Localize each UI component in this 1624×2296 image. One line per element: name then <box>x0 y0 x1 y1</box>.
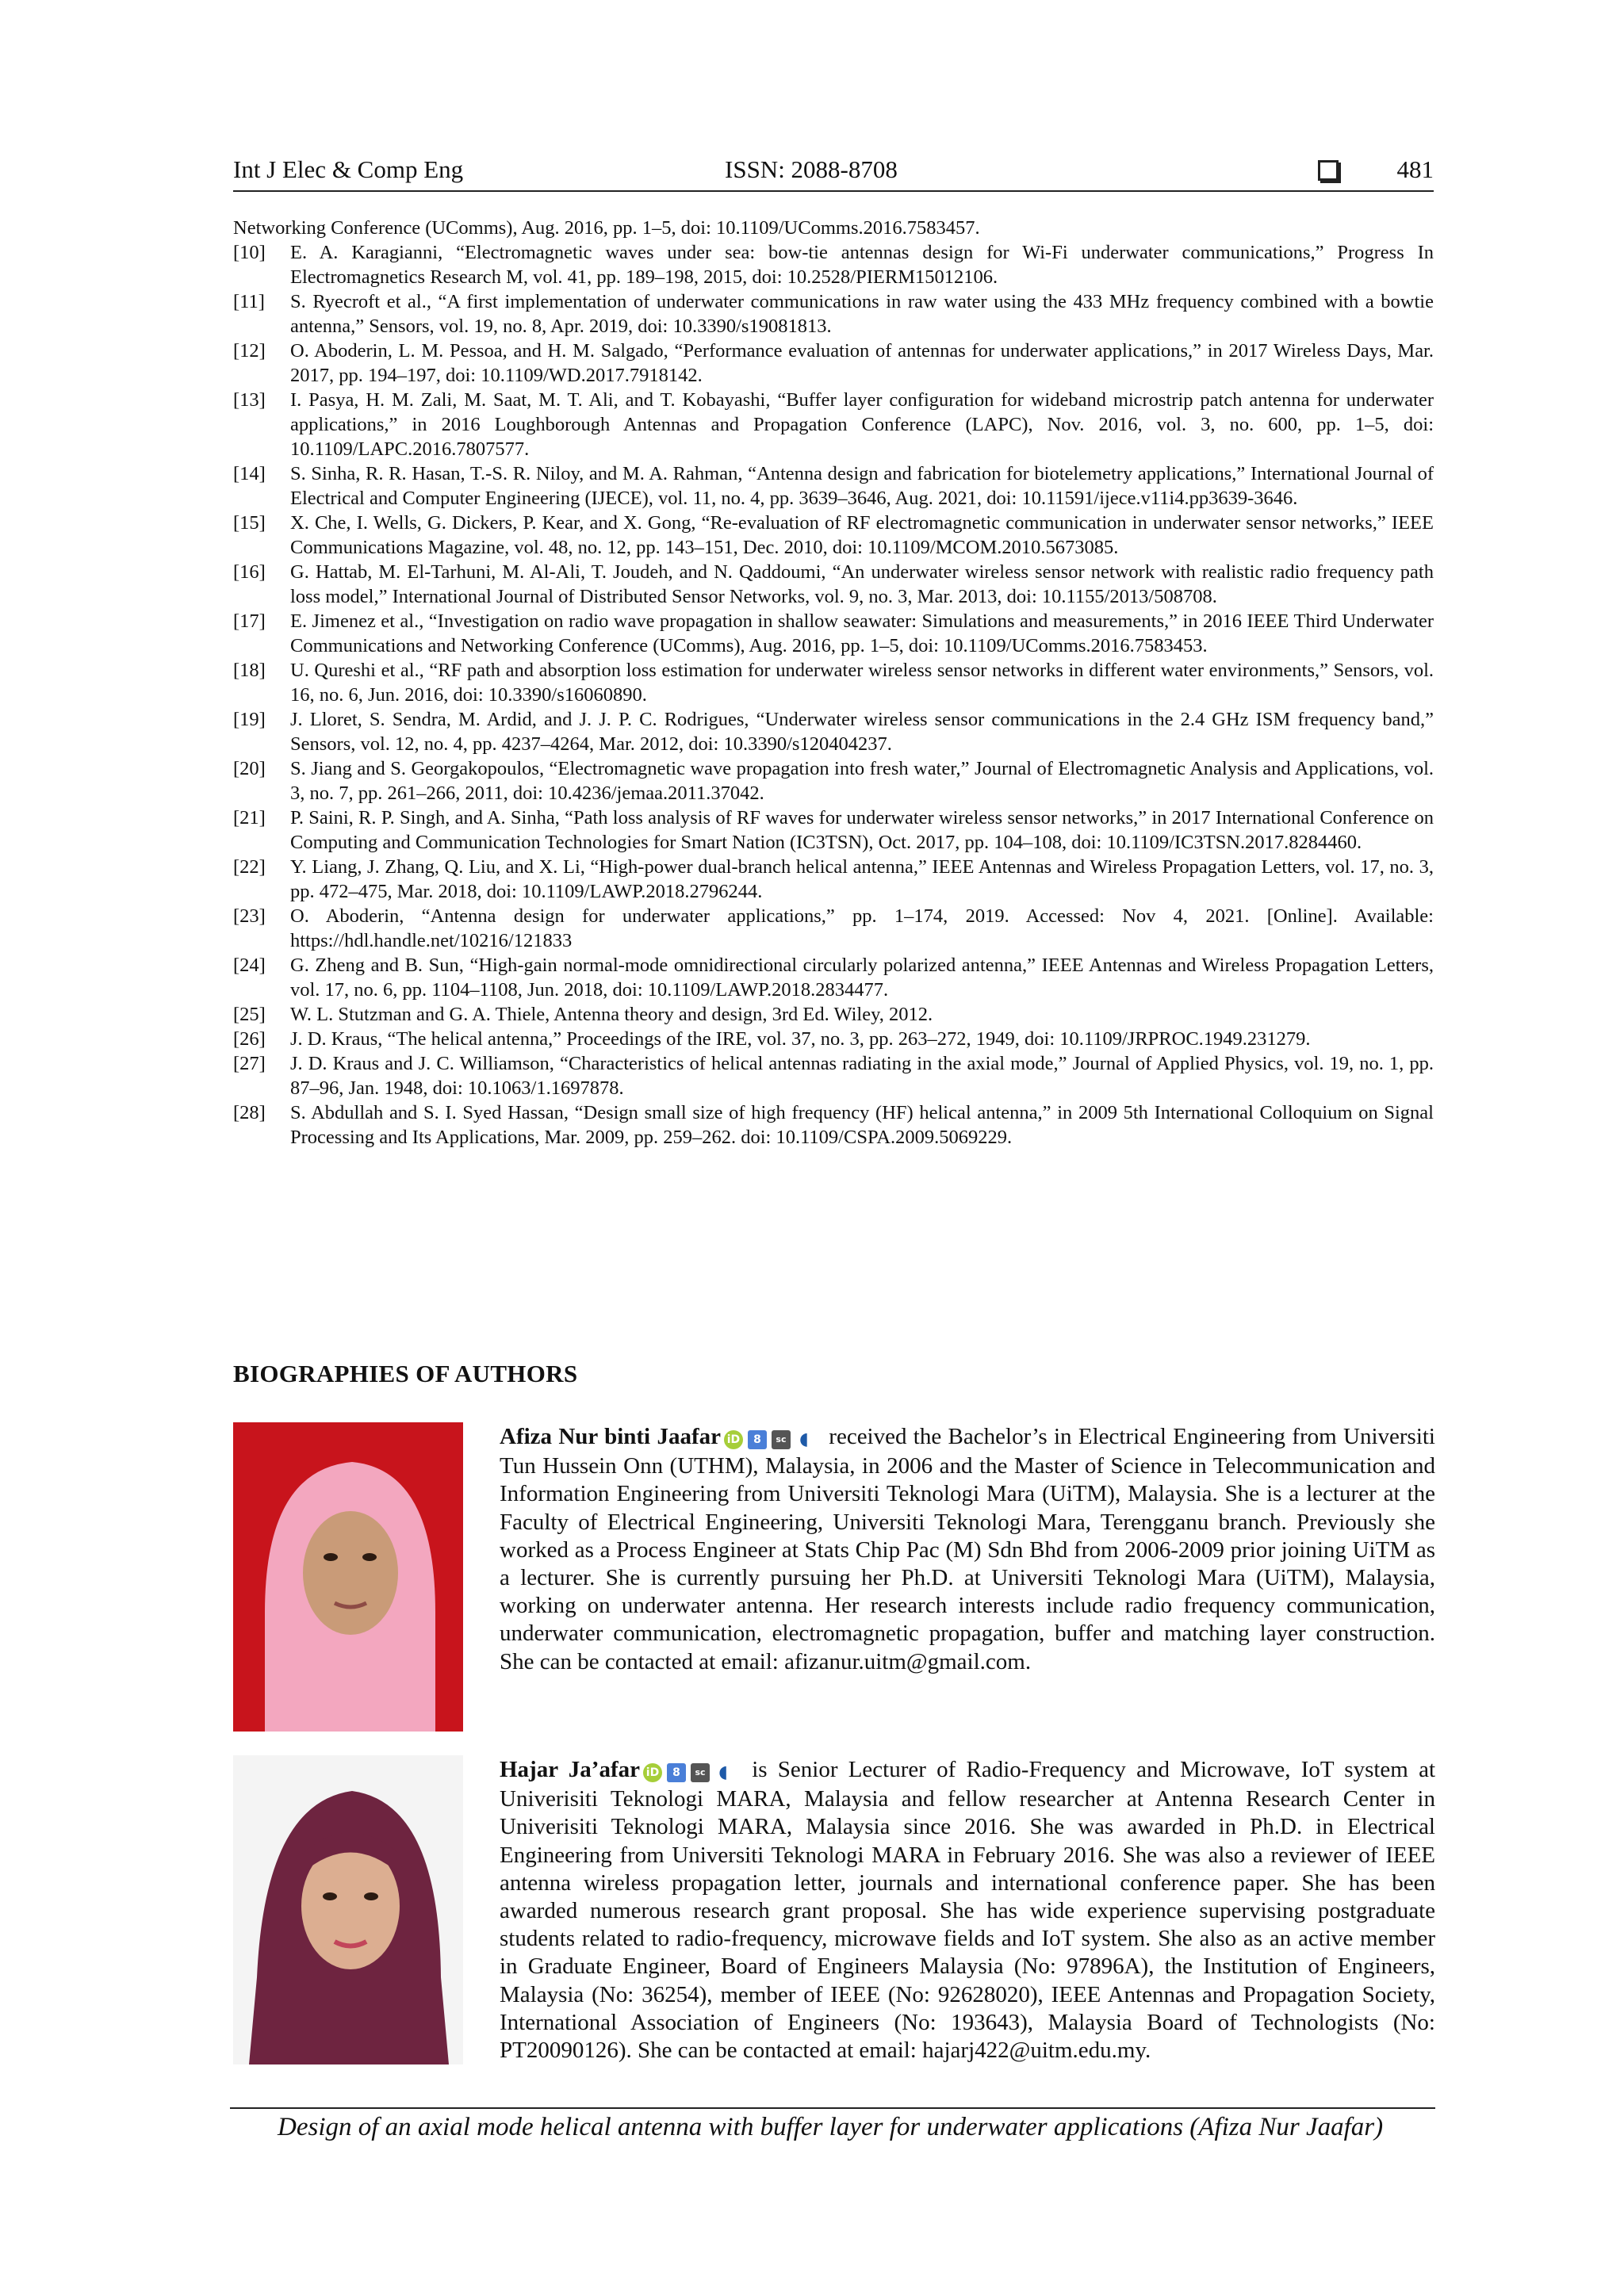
publons-icon[interactable]: ◖ <box>799 1429 809 1450</box>
page-number: 481 <box>1396 155 1434 183</box>
issn: ISSN: 2088-8708 <box>725 155 898 183</box>
author-photo <box>233 1755 463 2064</box>
reference-item: [16] G. Hattab, M. El-Tarhuni, M. Al-Ali, T. Joudeh, and N. Qaddoumi, “An underwater wireless sensor network with realistic radio frequency path loss model,” International Journal of Distributed Sensor Networks, vol. 9, no. 3, Mar. 2013, doi: 10.1155/2013/508708. <box>233 561 1434 607</box>
reference-item: [28] S. Abdullah and S. I. Syed Hassan, “Design small size of high frequency (HF) helical antenna,” in 2009 5th International Colloquium on Signal Processing and Its Applications, Mar. 2009, pp. 259–262. doi: 10.1109/CSPA.2009.5069229. <box>233 1102 1434 1148</box>
reference-item: [21] P. Saini, R. P. Singh, and A. Sinha, “Path loss analysis of RF waves for underwater wireless sensor networks,” in 2017 International Conference on Computing and Communication Technologies for Smart Nation (IC3TSN), Oct. 2017, pp. 104–108, doi: 10.1109/IC3TSN.2017.8284460. <box>233 807 1434 853</box>
reference-item: [22] Y. Liang, J. Zhang, Q. Liu, and X. Li, “High-power dual-branch helical antenna,” IEEE Antennas and Wireless Propagation Letters, vol. 17, no. 3, pp. 472–475, Mar. 2018, doi: 10.1109/LAWP.2018.2796244. <box>233 856 1434 902</box>
reference-item: [17] E. Jimenez et al., “Investigation on radio wave propagation in shallow seawater: Simulations and measurements,” in 2016 IEEE Third Underwater Communications and Networking Conference (UComms), Aug. 2016, pp. 1–5, doi: 10.1109/UComms.2016.7583453. <box>233 610 1434 656</box>
author-name: Hajar Ja’afar <box>500 1757 640 1782</box>
author-biography <box>500 1756 1435 2064</box>
checkbox-square-icon <box>1318 160 1339 181</box>
author-bio-text: is Senior Lecturer of Radio-Frequency and Microwave, IoT system at Univerisiti Teknologi MARA, Malaysia and fellow researcher at Antenna Research Center in Univerisiti Teknologi MARA, Malaysia since 2016. She was awarded in Ph.D. in Electrical Engineering from Universiti Teknologi MARA in February 2016. She was also a reviewer of IEEE antenna wireless propagation letter, journals and international conference paper. She has been awarded numerous research grant proposal. She has wide experience supervising postgraduate students related to radio-frequency, microwave fields and IoT system. She also as an active member in Graduate Engineer, Board of Engineers Malaysia (No: 97896A), the Institution of Engineers, Malaysia (No: 36254), member of IEEE (No: 92628020), IEEE Antennas and Propagation Society, International Association of Engineers (No: 193643), Malaysia Board of Technologists (No: PT20090126). She can be contacted at email: hajarj422@uitm.edu.my. <box>500 1757 1435 2064</box>
reference-item: [11] S. Ryecroft et al., “A first implementation of underwater communications in raw water using the 433 MHz frequency combined with a bowtie antenna,” Sensors, vol. 19, no. 8, Apr. 2019, doi: 10.3390/s19081813. <box>233 291 1434 337</box>
reference-item: Networking Conference (UComms), Aug. 2016, pp. 1–5, doi: 10.1109/UComms.2016.7583457. <box>233 217 980 239</box>
reference-item: [24] G. Zheng and B. Sun, “High-gain normal-mode omnidirectional circularly polarized antenna,” IEEE Antennas and Wireless Propagation Letters, vol. 17, no. 6, pp. 1104–1108, Jun. 2018, doi: 10.1109/LAWP.2018.2834477. <box>233 955 1434 1001</box>
author-bio-text: received the Bachelor’s in Electrical Engineering from Universiti Tun Hussein Onn (UTHM), Malaysia, in 2006 and the Master of Science in Telecommunication and Information Engineering from Universiti Teknologi Mara (UiTM), Malaysia. She is a lecturer at the Faculty of Electrical Engineering, Universiti Teknologi Mara, Terengganu branch. Previously she worked as a Process Engineer at Stats Chip Pac (M) Sdn Bhd from 2006-2009 prior joining UiTM as a lecturer. She is currently pursuing her Ph.D. at Universiti Teknologi Mara (UiTM), Malaysia, working on underwater antenna. Her research interests include radio frequency communication, underwater communication, electromagnetic propagation, buffer and matching layer construction. She can be contacted at email: afizanur.uitm@gmail.com. <box>500 1424 1435 1674</box>
reference-item: [18] U. Qureshi et al., “RF path and absorption loss estimation for underwater wireless sensor networks in different water environments,” Sensors, vol. 16, no. 6, Jun. 2016, doi: 10.3390/s16060890. <box>233 660 1434 706</box>
reference-item: [20] S. Jiang and S. Georgakopoulos, “Electromagnetic wave propagation into fresh water,” Journal of Electromagnetic Analysis and Applications, vol. 3, no. 7, pp. 261–266, 2011, doi: 10.4236/jemaa.2011.37042. <box>233 758 1434 804</box>
scopus-icon[interactable]: sc <box>772 1430 791 1449</box>
author-photo <box>233 1422 463 1732</box>
google-scholar-icon[interactable]: 8 <box>748 1430 767 1449</box>
reference-item: [13] I. Pasya, H. M. Zali, M. Saat, M. T. Ali, and T. Kobayashi, “Buffer layer configuration for wideband microstrip patch antenna for underwater applications,” in 2016 Loughborough Antennas and Propagation Conference (LAPC), Nov. 2016, vol. 3, no. 600, pp. 1–5, doi: 10.1109/LAPC.2016.7807577. <box>233 389 1434 460</box>
reference-item: [14] S. Sinha, R. R. Hasan, T.-S. R. Niloy, and M. A. Rahman, “Antenna design and fabrication for biotelemetry applications,” International Journal of Electrical and Computer Engineering (IJECE), vol. 11, no. 4, pp. 3639–3646, Aug. 2021, doi: 10.11591/ijece.v11i4.pp3639-3646. <box>233 463 1434 509</box>
reference-item: [26] J. D. Kraus, “The helical antenna,” Proceedings of the IRE, vol. 37, no. 3, pp. 263–272, 1949, doi: 10.1109/JRPROC.1949.231279. <box>233 1028 1311 1050</box>
section-heading: BIOGRAPHIES OF AUTHORS <box>233 1360 578 1387</box>
profile-links <box>643 1758 737 1785</box>
reference-item: [27] J. D. Kraus and J. C. Williamson, “Characteristics of helical antennas radiating in the axial mode,” Journal of Applied Physics, vol. 19, no. 1, pp. 87–96, Jan. 1948, doi: 10.1063/1.1697878. <box>233 1053 1434 1099</box>
page-footer: Design of an axial mode helical antenna with buffer layer for underwater applications (Afiza Nur Jaafar) <box>278 2113 1384 2141</box>
reference-item: [25] W. L. Stutzman and G. A. Thiele, Antenna theory and design, 3rd Ed. Wiley, 2012. <box>233 1004 933 1025</box>
reference-item: [23] O. Aboderin, “Antenna design for underwater applications,” pp. 1–174, 2019. Accessed: Nov 4, 2021. [Online]. Available: https://hdl.handle.net/10216/121833 <box>233 905 1434 951</box>
footer-divider <box>230 2107 1435 2109</box>
reference-item: [19] J. Lloret, S. Sendra, M. Ardid, and J. J. P. C. Rodrigues, “Underwater wireless sensor communications in the 2.4 GHz ISM frequency band,” Sensors, vol. 12, no. 4, pp. 4237–4264, Mar. 2012, doi: 10.3390/s120404237. <box>233 709 1434 755</box>
orcid-icon[interactable]: iD <box>643 1763 662 1782</box>
reference-list <box>233 216 1434 1150</box>
journal-name: Int J Elec & Comp Eng <box>233 155 464 183</box>
scopus-icon[interactable]: sc <box>691 1763 710 1782</box>
orcid-icon[interactable]: iD <box>724 1430 743 1449</box>
reference-item: [12] O. Aboderin, L. M. Pessoa, and H. M. Salgado, “Performance evaluation of antennas for underwater applications,” in 2017 Wireless Days, Mar. 2017, pp. 194–197, doi: 10.1109/WD.2017.7918142. <box>233 340 1434 386</box>
author-name: Afiza Nur binti Jaafar <box>500 1424 721 1449</box>
profile-links <box>724 1425 818 1452</box>
author-biography <box>500 1423 1435 1676</box>
reference-item: [15] X. Che, I. Wells, G. Dickers, P. Kear, and X. Gong, “Re-evaluation of RF electromagnetic communication in underwater sensor networks,” IEEE Communications Magazine, vol. 48, no. 12, pp. 143–151, Dec. 2010, doi: 10.1109/MCOM.2010.5673085. <box>233 512 1434 558</box>
page-header <box>233 155 1434 192</box>
reference-item: [10] E. A. Karagianni, “Electromagnetic waves under sea: bow-tie antennas design for Wi-Fi underwater communications,” Progress In Electromagnetics Research M, vol. 41, pp. 189–198, 2015, doi: 10.2528/PIERM15012106. <box>233 242 1434 288</box>
google-scholar-icon[interactable]: 8 <box>667 1763 686 1782</box>
publons-icon[interactable]: ◖ <box>718 1762 728 1783</box>
